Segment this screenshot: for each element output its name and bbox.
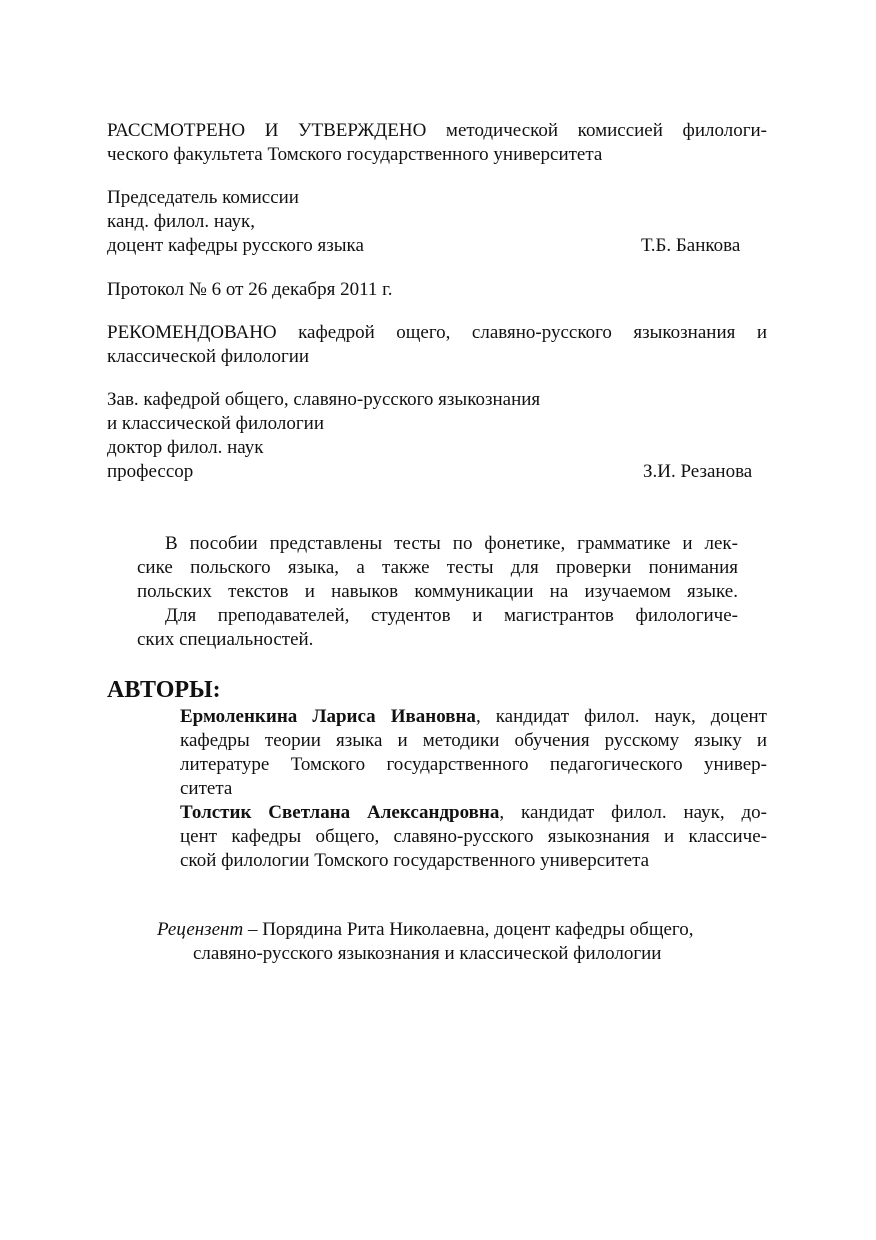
abstract-line-4: Для преподавателей, студентов и магистрантов филологиче- — [165, 605, 738, 626]
author-1-line-1 — [180, 705, 767, 729]
approval-line-2: ческого факультета Томского государственного университета — [107, 144, 603, 165]
head-name: З.И. Резанова — [643, 461, 753, 482]
reviewer-label: Рецензент — [157, 919, 244, 940]
abstract-line-5: ских специальностей. — [137, 629, 314, 650]
author-1-name: Ермоленкина Лариса Ивановна — [180, 706, 476, 727]
head-rank: профессор — [107, 461, 194, 482]
author-1-line-2: кафедры теории языка и методики обучения русскому языку и — [180, 730, 767, 751]
author-1-affiliation-start: , кандидат филол. наук, доцент — [475, 706, 767, 727]
head-degree: доктор филол. наук — [107, 437, 264, 458]
author-1-line-3: литературе Томского государственного педагогического универ- — [180, 754, 767, 775]
chair-name: Т.Б. Банкова — [641, 235, 741, 256]
head-title: Зав. кафедрой общего, славяно-русского языкознания — [107, 389, 541, 410]
author-2-line-3: ской филологии Томского государственного университета — [180, 850, 650, 871]
author-2-affiliation-start: , кандидат филол. наук, до- — [499, 802, 767, 823]
reviewer-line-2: славяно-русского языкознания и классической филологии — [193, 943, 662, 964]
abstract-line-3: польских текстов и навыков коммуникации на изучаемом языке. — [137, 581, 738, 602]
reviewer-line-1 — [157, 918, 693, 942]
authors-heading: АВТОРЫ: — [107, 677, 221, 703]
abstract-line-1: В пособии представлены тесты по фонетике, грамматике и лек- — [165, 533, 738, 554]
reviewer-text-1: – Порядина Рита Николаевна, доцент кафедры общего, — [243, 919, 694, 940]
chair-position: доцент кафедры русского языка — [107, 235, 364, 256]
recommended-line-2: классической филологии — [107, 346, 310, 367]
chair-degree: канд. филол. наук, — [107, 211, 256, 232]
head-title-cont: и классической филологии — [107, 413, 324, 434]
abstract-line-2: сике польского языка, а также тесты для проверки понимания — [137, 557, 738, 578]
recommended-line-1: РЕКОМЕНДОВАНО кафедрой ощего, славяно-русского языкознания и — [107, 322, 767, 343]
chair-title: Председатель комиссии — [107, 187, 299, 208]
author-1-line-4: ситета — [180, 778, 233, 799]
author-2-name: Толстик Светлана Александровна — [180, 802, 500, 823]
approval-line-1: РАССМОТРЕНО И УТВЕРЖДЕНО методической комиссией филологи- — [107, 120, 767, 141]
protocol: Протокол № 6 от 26 декабря 2011 г. — [107, 279, 393, 300]
author-2-line-2: цент кафедры общего, славяно-русского языкознания и классиче- — [180, 826, 767, 847]
author-2-line-1 — [180, 801, 767, 825]
